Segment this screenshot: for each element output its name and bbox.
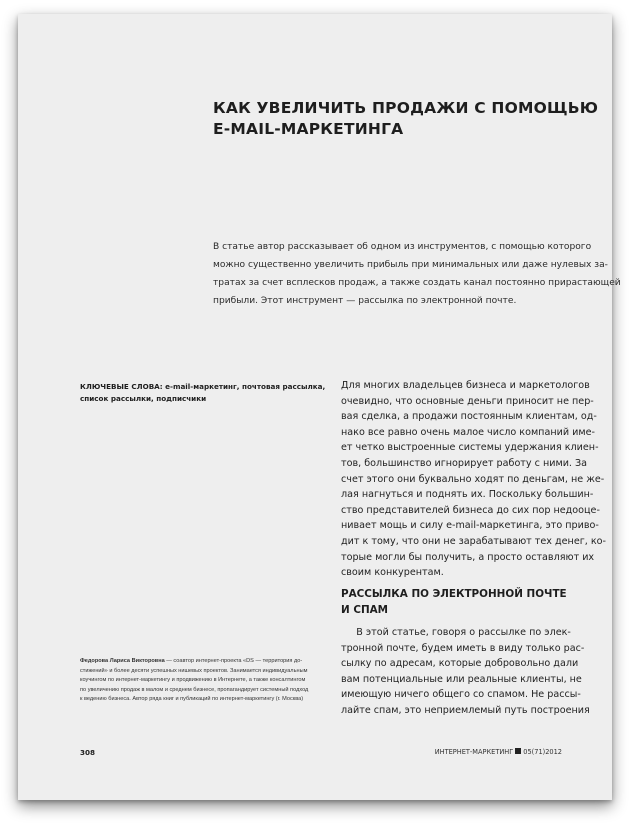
author-bio-line: к ведению бизнеса. Автор ряда книг и публикаций по интернет-маркетингу (г. Москва) <box>80 696 304 703</box>
body-line: лайте спам, это неприемлемый путь построения <box>341 704 590 716</box>
journal-footer <box>435 748 562 756</box>
body-line: ство представителей бизнеса до сих пор недооце- <box>341 504 600 516</box>
body-line: лая нагнуться и поднять их. Поскольку большин- <box>341 489 594 501</box>
author-bio-text: — соавтор интернет-проекта «DS — территория до- <box>164 658 303 664</box>
author-bio <box>80 657 332 705</box>
lead-line: прибыли. Этот инструмент — рассылка по электронной почте. <box>213 296 517 306</box>
body-line: В этой статье, говоря о рассылке по элек- <box>341 627 571 638</box>
article-lead <box>213 238 621 310</box>
body-line: сылку по адресам, которые добровольно дали <box>341 658 579 670</box>
body-line: тронной почте, будем иметь в виду только рас- <box>341 642 585 654</box>
author-bio-line: стижений» и более десяти успешных нишевых проектов. Занимается индивидуальным <box>80 667 308 674</box>
section-heading-line: РАССЫЛКА ПО ЭЛЕКТРОННОЙ ПОЧТЕ <box>341 588 567 600</box>
body-line: нивает мощь и силу e-mail-маркетинга, это приво- <box>341 520 599 532</box>
article-title-line: КАК УВЕЛИЧИТЬ ПРОДАЖИ С ПОМОЩЬЮ <box>213 99 599 117</box>
section-heading-line: И СПАМ <box>341 603 389 616</box>
page-number: 308 <box>80 748 96 757</box>
lead-line: можно существенно увеличить прибыль при минимальных или даже нулевых за- <box>213 260 608 270</box>
article-title-line: E-MAIL-МАРКЕТИНГА <box>213 120 404 138</box>
journal-name: ИНТЕРНЕТ-МАРКЕТИНГ <box>434 748 514 756</box>
body-text-intro <box>341 378 606 581</box>
section-heading <box>341 587 603 618</box>
body-line: очевидно, что основные деньги приносит не пер- <box>341 395 594 407</box>
keywords-line: список рассылки, подписчики <box>80 394 207 403</box>
keywords-block <box>80 381 330 405</box>
author-bio-line: коучингом по интернет-маркетингу и продвижению в Интернете, а также консалтингом <box>80 677 306 684</box>
author-bio-line: по увеличению продаж в малом и среднем бизнесе, пропагандирует системный подход <box>80 686 309 693</box>
keywords-line <box>80 381 330 393</box>
body-line: вая сделка, а продажи постоянным клиентам, од- <box>341 411 597 423</box>
square-bullet-icon <box>515 748 521 754</box>
magazine-page <box>18 14 621 800</box>
body-line: ет четко выстроенные системы удержания клиен- <box>341 442 599 454</box>
keywords-list: e-mail-маркетинг, почтовая рассылка, <box>162 382 326 391</box>
body-line: счет этого они буквально ходят по деньгам, не же- <box>341 473 605 485</box>
author-bio-line <box>80 657 332 667</box>
body-line: дит к тому, что они не зарабатывают тех денег, ко- <box>341 535 606 547</box>
body-line: нако все равно очень малое число компаний име- <box>341 426 595 438</box>
body-line: тов, большинство игнорирует работу с ними. За <box>341 457 588 469</box>
body-line: своим конкурентам. <box>341 567 444 579</box>
body-line: торые могли бы получить, а просто оставляют их <box>341 551 595 563</box>
keywords-label: КЛЮЧЕВЫЕ СЛОВА: <box>80 382 163 391</box>
body-line: вам потенциальные или реальные клиенты, не <box>341 673 582 685</box>
body-text-section <box>341 625 603 719</box>
body-line: имеющую ничего общего со спамом. Не рассы- <box>341 689 581 701</box>
body-line: Для многих владельцев бизнеса и маркетологов <box>341 380 590 391</box>
article-title <box>213 98 599 140</box>
author-name: Федорова Лариса Викторовна <box>80 658 165 664</box>
lead-line: тратах за счет всплесков продаж, а также создать канал постоянно прирастающей <box>213 278 621 288</box>
lead-line: В статье автор рассказывает об одном из инструментов, с помощью которого <box>213 242 592 252</box>
journal-issue: 05(71)2012 <box>523 748 562 756</box>
